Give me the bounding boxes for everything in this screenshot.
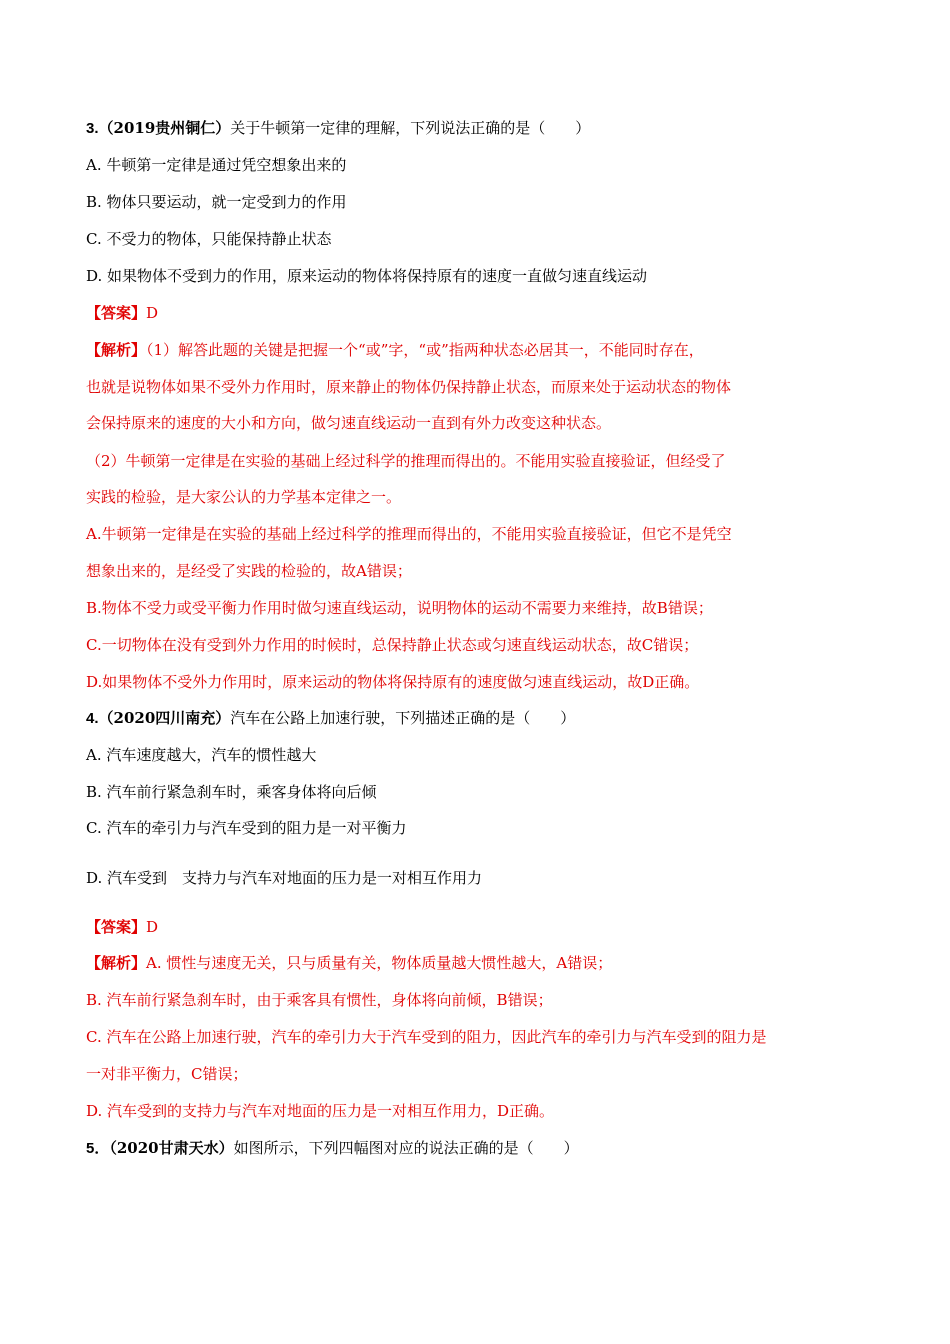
q3-analysis-line-10: D.如果物体不受外力作用时，原来运动的物体将保持原有的速度做匀速直线运动，故D正确。: [86, 673, 700, 691]
q3-analysis-line-7: 想象出来的，是经受了实践的检验的，故A错误；: [86, 562, 412, 580]
q3-option-d: D. 如果物体不受到力的作用，原来运动的物体将保持原有的速度一直做匀速直线运动: [86, 267, 648, 285]
q3-option-a: A. 牛顿第一定律是通过凭空想象出来的: [86, 156, 347, 174]
q3-analysis-line-9: C.一切物体在没有受到外力作用的时候时，总保持静止状态或匀速直线运动状态，故C错误；: [86, 636, 699, 654]
q3-option-b: B. 物体只要运动，就一定受到力的作用: [86, 193, 347, 211]
q4-analysis-line-2: B. 汽车前行紧急刹车时，由于乘客具有惯性，身体将向前倾，B错误；: [86, 991, 553, 1009]
q3-stem-line: [86, 118, 590, 139]
q3-analysis-line-2: 也就是说物体如果不受外力作用时，原来静止的物体仍保持静止状态，而原来处于运动状态的物体: [86, 378, 732, 396]
q4-stem-line: [86, 708, 575, 729]
q3-analysis-text-1: （1）解答此题的关键是把握一个“或”字，“或”指两种状态必居其一，不能同时存在，: [146, 341, 704, 359]
q3-analysis-line-3: 会保持原来的速度的大小和方向，做匀速直线运动一直到有外力改变这种状态。: [86, 414, 612, 432]
q4-analysis-tag: 【解析】: [86, 954, 147, 972]
q3-analysis-line-8: B.物体不受力或受平衡力作用时做匀速直线运动，说明物体的运动不需要力来维持，故B错误；: [86, 599, 713, 617]
q4-analysis-line-3: C. 汽车在公路上加速行驶，汽车的牵引力大于汽车受到的阻力，因此汽车的牵引力与汽车受到的阻力是: [86, 1028, 767, 1046]
q5-number: 5．: [86, 1140, 110, 1157]
q3-analysis-line-6: A.牛顿第一定律是在实验的基础上经过科学的推理而得出的，不能用实验直接验证，但它不是凭空: [86, 525, 732, 543]
q5-stem-line: [86, 1138, 579, 1159]
q4-number: 4.: [86, 710, 99, 727]
q3-answer-line: [86, 303, 158, 323]
q3-source: （2019贵州铜仁）: [98, 119, 231, 137]
q3-analysis-tag: 【解析】: [86, 341, 147, 359]
q4-source: （2020四川南充）: [98, 709, 231, 727]
q4-answer-line: [86, 917, 158, 937]
q4-analysis-line-1: [86, 953, 612, 973]
q3-analysis-line-4: （2）牛顿第一定律是在实验的基础上经过科学的推理而得出的。不能用实验直接验证，但经受了: [86, 452, 726, 470]
q3-analysis-line-5: 实践的检验，是大家公认的力学基本定律之一。: [86, 488, 402, 506]
q3-stem: 关于牛顿第一定律的理解，下列说法正确的是（ ）: [230, 119, 591, 137]
q4-analysis-line-5: D. 汽车受到的支持力与汽车对地面的压力是一对相互作用力，D正确。: [86, 1102, 555, 1120]
q4-analysis-line-4: 一对非平衡力，C错误；: [86, 1065, 248, 1083]
q3-answer: D: [146, 304, 159, 322]
q4-answer-tag: 【答案】: [86, 918, 147, 936]
q4-stem: 汽车在公路上加速行驶，下列描述正确的是（ ）: [230, 709, 576, 727]
q4-analysis-text-1: A. 惯性与速度无关，只与质量有关，物体质量越大惯性越大，A错误；: [146, 954, 613, 972]
q4-option-d: D. 汽车受到 支持力与汽车对地面的压力是一对相互作用力: [86, 869, 483, 887]
q5-source: （2020甘肃天水）: [109, 1139, 234, 1157]
q4-option-a: A. 汽车速度越大，汽车的惯性越大: [86, 746, 317, 764]
q4-option-b: B. 汽车前行紧急刹车时，乘客身体将向后倾: [86, 783, 377, 801]
q4-option-c: C. 汽车的牵引力与汽车受到的阻力是一对平衡力: [86, 819, 407, 837]
q3-option-c: C. 不受力的物体，只能保持静止状态: [86, 230, 332, 248]
q3-answer-tag: 【答案】: [86, 304, 147, 322]
q5-stem: 如图所示，下列四幅图对应的说法正确的是（ ）: [233, 1139, 579, 1157]
q3-analysis-line-1: [86, 340, 704, 360]
q4-answer: D: [146, 918, 159, 936]
q3-number: 3.: [86, 120, 99, 137]
